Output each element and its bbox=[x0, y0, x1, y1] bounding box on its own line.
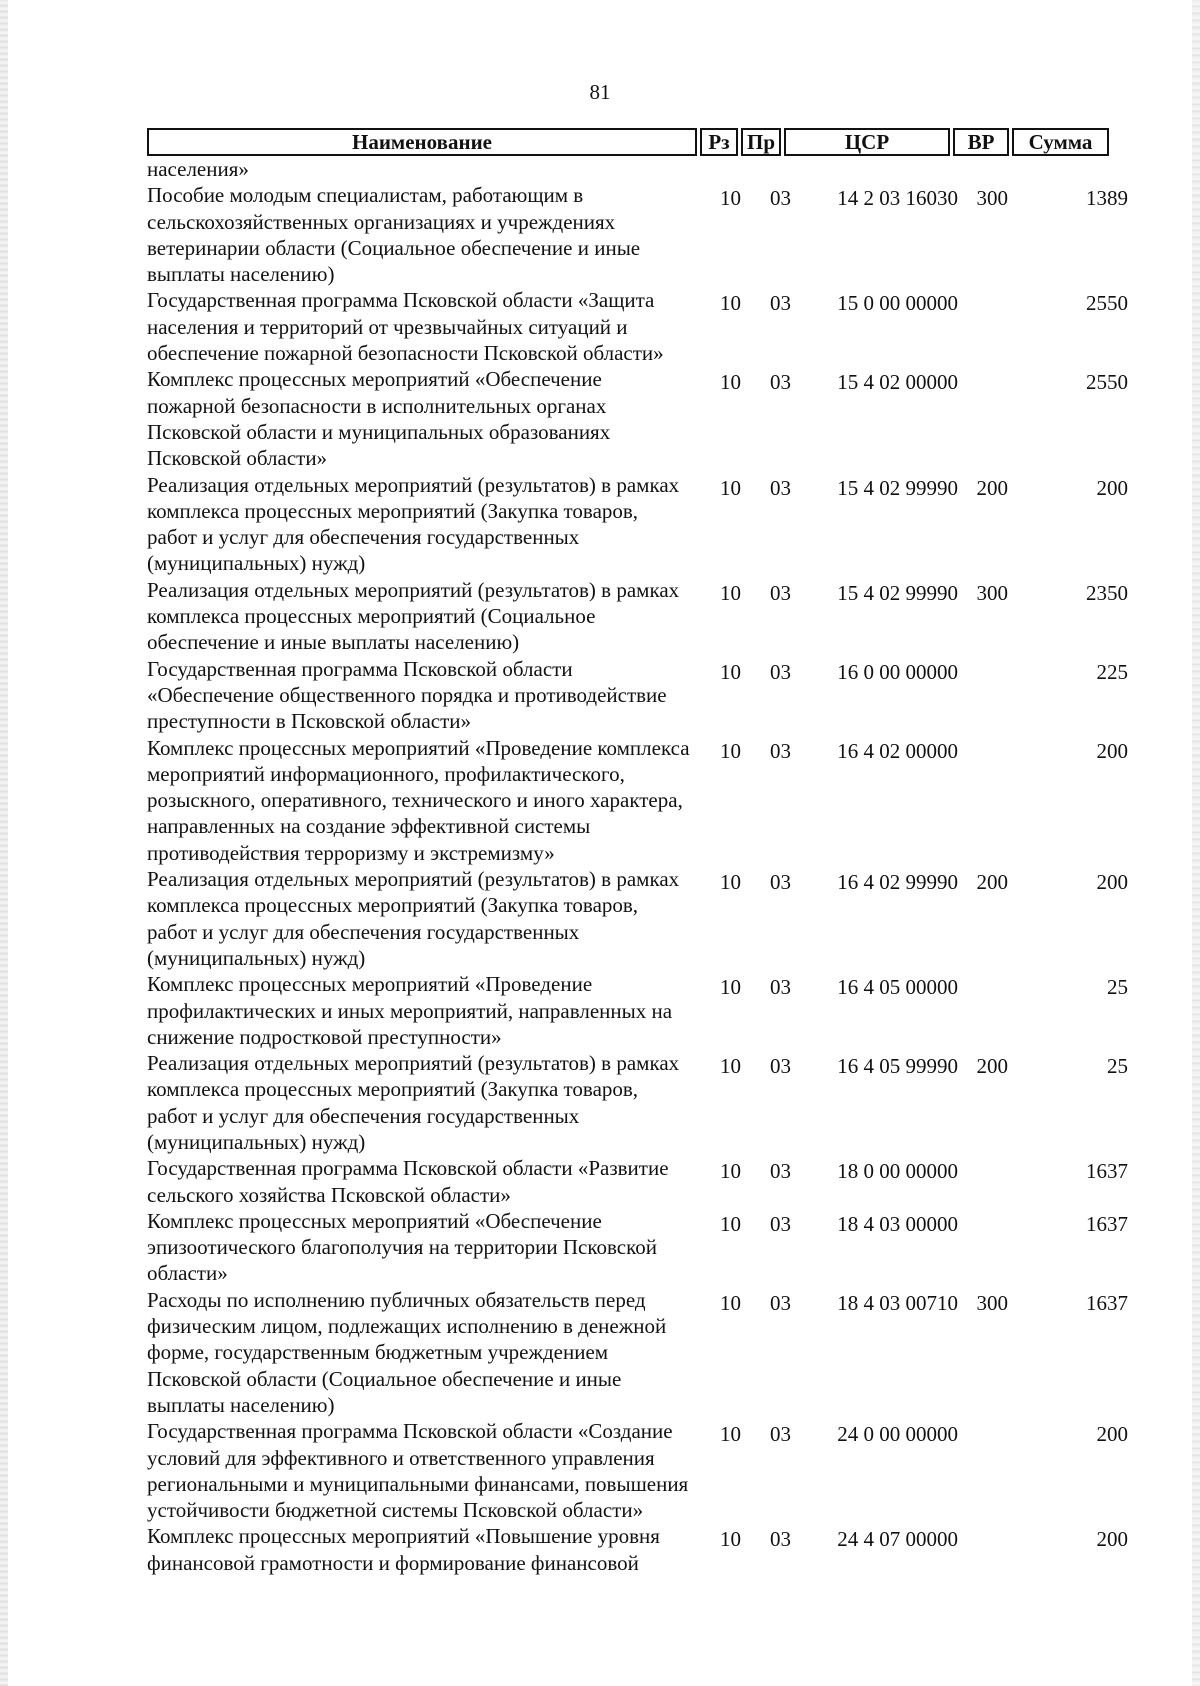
row-sum: 1389 bbox=[1086, 186, 1128, 211]
row-name: Реализация отдельных мероприятий (результатов) в рамках комплекса процессных мероприятий (Социальное обеспечение и иные выплаты населению) bbox=[147, 577, 680, 655]
row-pr: 03 bbox=[770, 580, 791, 605]
row-csr: 18 4 03 00710 bbox=[837, 1290, 958, 1315]
row-name: Государственная программа Псковской области «Развитие сельского хозяйства Псковской области» bbox=[147, 1156, 669, 1207]
table-row bbox=[147, 1418, 1128, 1523]
row-rz: 10 bbox=[720, 291, 741, 316]
header-pr: Пр bbox=[741, 128, 781, 156]
row-name: Реализация отдельных мероприятий (результатов) в рамках комплекса процессных мероприятий (Закупка товаров, работ и услуг для обеспечения государственных (муниципальных) нужд) bbox=[147, 867, 680, 970]
table-row bbox=[147, 366, 1128, 471]
row-pr: 03 bbox=[770, 475, 791, 500]
row-sum: 2550 bbox=[1086, 370, 1128, 395]
row-name: Комплекс процессных мероприятий «Обеспечение эпизоотического благополучия на территории Псковской области» bbox=[147, 1208, 657, 1286]
row-name: Государственная программа Псковской области «Создание условий для эффективного и ответственного управления региональными и муниципальными финансами, повышения устойчивости бюджетной системы Псковской области» bbox=[147, 1419, 689, 1523]
row-sum: 200 bbox=[1096, 870, 1128, 895]
table-row bbox=[147, 1287, 1128, 1418]
row-rz: 10 bbox=[720, 370, 741, 395]
row-rz: 10 bbox=[720, 738, 741, 763]
row-csr: 14 2 03 16030 bbox=[837, 186, 958, 211]
row-sum: 2350 bbox=[1086, 580, 1128, 605]
table-row bbox=[147, 1523, 1128, 1576]
row-name: Комплекс процессных мероприятий «Повышение уровня финансовой грамотности и формирование финансовой bbox=[147, 1524, 660, 1575]
row-pr: 03 bbox=[770, 1290, 791, 1315]
row-csr: 18 0 00 00000 bbox=[837, 1159, 958, 1184]
row-sum: 1637 bbox=[1086, 1211, 1128, 1236]
table-row bbox=[147, 156, 1128, 182]
row-pr: 03 bbox=[770, 1211, 791, 1236]
row-csr: 16 4 05 00000 bbox=[837, 975, 958, 1000]
row-csr: 15 4 02 00000 bbox=[837, 370, 958, 395]
table-row bbox=[147, 287, 1128, 366]
table-row bbox=[147, 577, 1128, 656]
row-vr: 300 bbox=[976, 186, 1008, 211]
row-csr: 18 4 03 00000 bbox=[837, 1211, 958, 1236]
row-name: Пособие молодым специалистам, работающим в сельскохозяйственных организациях и учреждениях ветеринарии области (Социальное обеспечение и иные выплаты населению) bbox=[147, 183, 641, 287]
table-row bbox=[147, 866, 1128, 971]
row-rz: 10 bbox=[720, 580, 741, 605]
row-rz: 10 bbox=[720, 870, 741, 895]
row-name: Комплекс процессных мероприятий «Проведение профилактических и иных мероприятий, направленных на снижение подростковой преступности» bbox=[147, 972, 673, 1049]
row-rz: 10 bbox=[720, 1527, 741, 1552]
row-name: Реализация отдельных мероприятий (результатов) в рамках комплекса процессных мероприятий (Закупка товаров, работ и услуг для обеспечения государственных (муниципальных) нужд) bbox=[147, 1051, 680, 1154]
header-name: Наименование bbox=[147, 128, 697, 156]
table-row bbox=[147, 1050, 1128, 1155]
row-csr: 15 4 02 99990 bbox=[837, 580, 958, 605]
row-csr: 16 4 02 00000 bbox=[837, 738, 958, 763]
row-pr: 03 bbox=[770, 370, 791, 395]
row-csr: 15 4 02 99990 bbox=[837, 475, 958, 500]
row-csr: 24 0 00 00000 bbox=[837, 1422, 958, 1447]
row-pr: 03 bbox=[770, 738, 791, 763]
row-name: Комплекс процессных мероприятий «Проведение комплекса мероприятий информационного, профилактического, розыскного, оперативного, технического и иного характера, направленных на создание эффективной системы противодействия терроризму и экстремизму» bbox=[147, 735, 690, 865]
row-pr: 03 bbox=[770, 1422, 791, 1447]
row-name: Государственная программа Псковской области «Защита населения и территорий от чрезвычайных ситуаций и обеспечение пожарной безопасности Псковской области» bbox=[147, 288, 664, 366]
row-csr: 24 4 07 00000 bbox=[837, 1527, 958, 1552]
table-row bbox=[147, 971, 1128, 1050]
row-name: населения» bbox=[147, 157, 249, 181]
table-body bbox=[147, 156, 1128, 1576]
row-pr: 03 bbox=[770, 1054, 791, 1079]
row-vr: 200 bbox=[976, 475, 1008, 500]
row-rz: 10 bbox=[720, 975, 741, 1000]
row-sum: 1637 bbox=[1086, 1159, 1128, 1184]
row-vr: 200 bbox=[976, 870, 1008, 895]
table-row bbox=[147, 1155, 1128, 1208]
row-sum: 2550 bbox=[1086, 291, 1128, 316]
row-vr: 300 bbox=[976, 580, 1008, 605]
row-pr: 03 bbox=[770, 659, 791, 684]
row-pr: 03 bbox=[770, 870, 791, 895]
table-header bbox=[147, 128, 1109, 156]
header-rz: Рз bbox=[700, 128, 738, 156]
row-rz: 10 bbox=[720, 475, 741, 500]
row-sum: 200 bbox=[1096, 1527, 1128, 1552]
table-row bbox=[147, 182, 1128, 287]
row-sum: 25 bbox=[1107, 1054, 1128, 1079]
header-sum: Сумма bbox=[1012, 128, 1109, 156]
table-row bbox=[147, 472, 1128, 577]
row-rz: 10 bbox=[720, 186, 741, 211]
row-rz: 10 bbox=[720, 1422, 741, 1447]
row-pr: 03 bbox=[770, 1527, 791, 1552]
row-rz: 10 bbox=[720, 1290, 741, 1315]
row-sum: 225 bbox=[1096, 659, 1128, 684]
row-sum: 200 bbox=[1096, 1422, 1128, 1447]
row-csr: 16 4 05 99990 bbox=[837, 1054, 958, 1079]
table-row bbox=[147, 1208, 1128, 1287]
row-pr: 03 bbox=[770, 291, 791, 316]
row-vr: 300 bbox=[976, 1290, 1008, 1315]
row-pr: 03 bbox=[770, 1159, 791, 1184]
page-number: 81 bbox=[589, 80, 611, 104]
row-rz: 10 bbox=[720, 1054, 741, 1079]
table-row bbox=[147, 735, 1128, 866]
row-rz: 10 bbox=[720, 1159, 741, 1184]
row-pr: 03 bbox=[770, 975, 791, 1000]
row-rz: 10 bbox=[720, 659, 741, 684]
row-sum: 200 bbox=[1096, 738, 1128, 763]
row-name: Расходы по исполнению публичных обязательств перед физическим лицом, подлежащих исполнению в денежной форме, государственным бюджетным учреждением Псковской области (Социальное обеспечение и иные выплаты населению) bbox=[147, 1287, 667, 1417]
row-pr: 03 bbox=[770, 186, 791, 211]
header-vr: ВР bbox=[953, 128, 1009, 156]
scan-edge-left bbox=[0, 0, 8, 1686]
row-sum: 200 bbox=[1096, 475, 1128, 500]
table-row bbox=[147, 656, 1128, 735]
header-csr: ЦСР bbox=[784, 128, 950, 156]
row-rz: 10 bbox=[720, 1211, 741, 1236]
row-sum: 25 bbox=[1107, 975, 1128, 1000]
row-name: Государственная программа Псковской области «Обеспечение общественного порядка и противодействие преступности в Псковской области» bbox=[147, 656, 667, 734]
scan-edge-right bbox=[1192, 0, 1200, 1686]
row-name: Комплекс процессных мероприятий «Обеспечение пожарной безопасности в исполнительных органах Псковской области и муниципальных образованиях Псковской области» bbox=[147, 367, 611, 471]
row-csr: 16 0 00 00000 bbox=[837, 659, 958, 684]
row-sum: 1637 bbox=[1086, 1290, 1128, 1315]
row-csr: 16 4 02 99990 bbox=[837, 870, 958, 895]
row-csr: 15 0 00 00000 bbox=[837, 291, 958, 316]
row-vr: 200 bbox=[976, 1054, 1008, 1079]
row-name: Реализация отдельных мероприятий (результатов) в рамках комплекса процессных мероприятий (Закупка товаров, работ и услуг для обеспечения государственных (муниципальных) нужд) bbox=[147, 472, 680, 576]
